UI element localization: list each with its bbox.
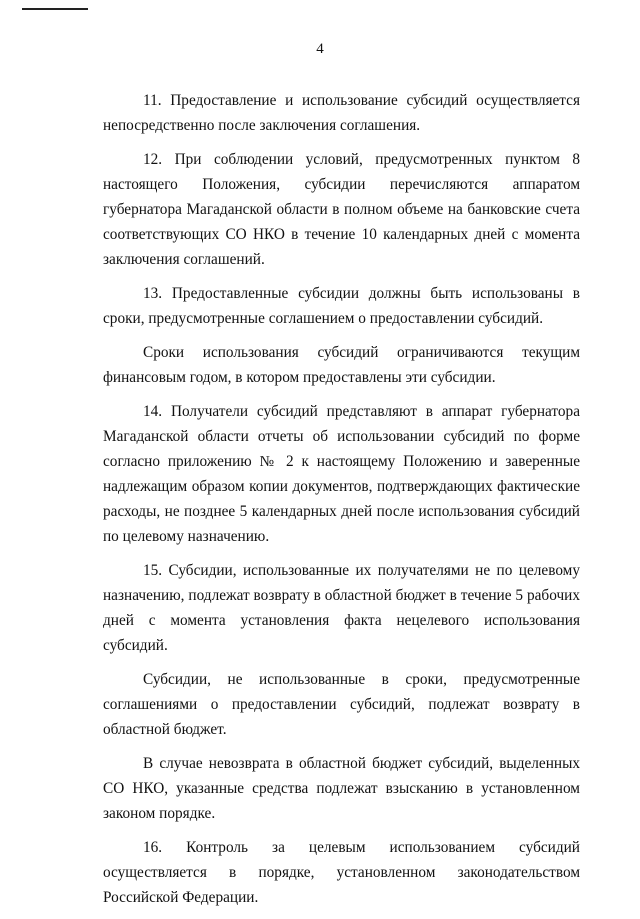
top-rule-line bbox=[22, 8, 88, 10]
paragraph-16: 16. Контроль за целевым использованием субсидий осуществляется в порядке, установленном законодательством Российской Федерации. bbox=[103, 839, 580, 906]
paragraph-14: 14. Получатели субсидий представляют в аппарат губернатора Магаданской области отчеты об использовании субсидий по форме согласно приложению № 2 к настоящему Положению и заверенные надлежащим образом копии документов, подтверждающих фактические расходы, не позднее 5 календарных дней после использования субсидий по целевому назначению. bbox=[103, 403, 580, 545]
paragraph-15: 15. Субсидии, использованные их получателями не по целевому назначению, подлежат возврату в областной бюджет в течение 5 рабочих дней с момента установления факта нецелевого использования субсидий. bbox=[103, 562, 580, 654]
paragraph-15-unused: Субсидии, не использованные в сроки, предусмотренные соглашениями о предоставлении субсидий, подлежат возврату в областной бюджет. bbox=[103, 671, 580, 738]
paragraph-12: 12. При соблюдении условий, предусмотренных пунктом 8 настоящего Положения, субсидии перечисляются аппаратом губернатора Магаданской области в полном объеме на банковские счета соответствующих СО НКО в течение 10 календарных дней с момента заключения соглашений. bbox=[103, 151, 580, 268]
paragraph-15-recovery: В случае невозврата в областной бюджет субсидий, выделенных СО НКО, указанные средства подлежат взысканию в установленном законом порядке. bbox=[103, 755, 580, 822]
paragraph-13-terms: Сроки использования субсидий ограничиваются текущим финансовым годом, в котором предоставлены эти субсидии. bbox=[103, 344, 580, 386]
document-body bbox=[103, 88, 580, 919]
page-number: 4 bbox=[316, 41, 324, 57]
paragraph-11: 11. Предоставление и использование субсидий осуществляется непосредственно после заключения соглашения. bbox=[103, 92, 580, 134]
paragraph-13: 13. Предоставленные субсидии должны быть использованы в сроки, предусмотренные соглашением о предоставлении субсидий. bbox=[103, 285, 580, 327]
